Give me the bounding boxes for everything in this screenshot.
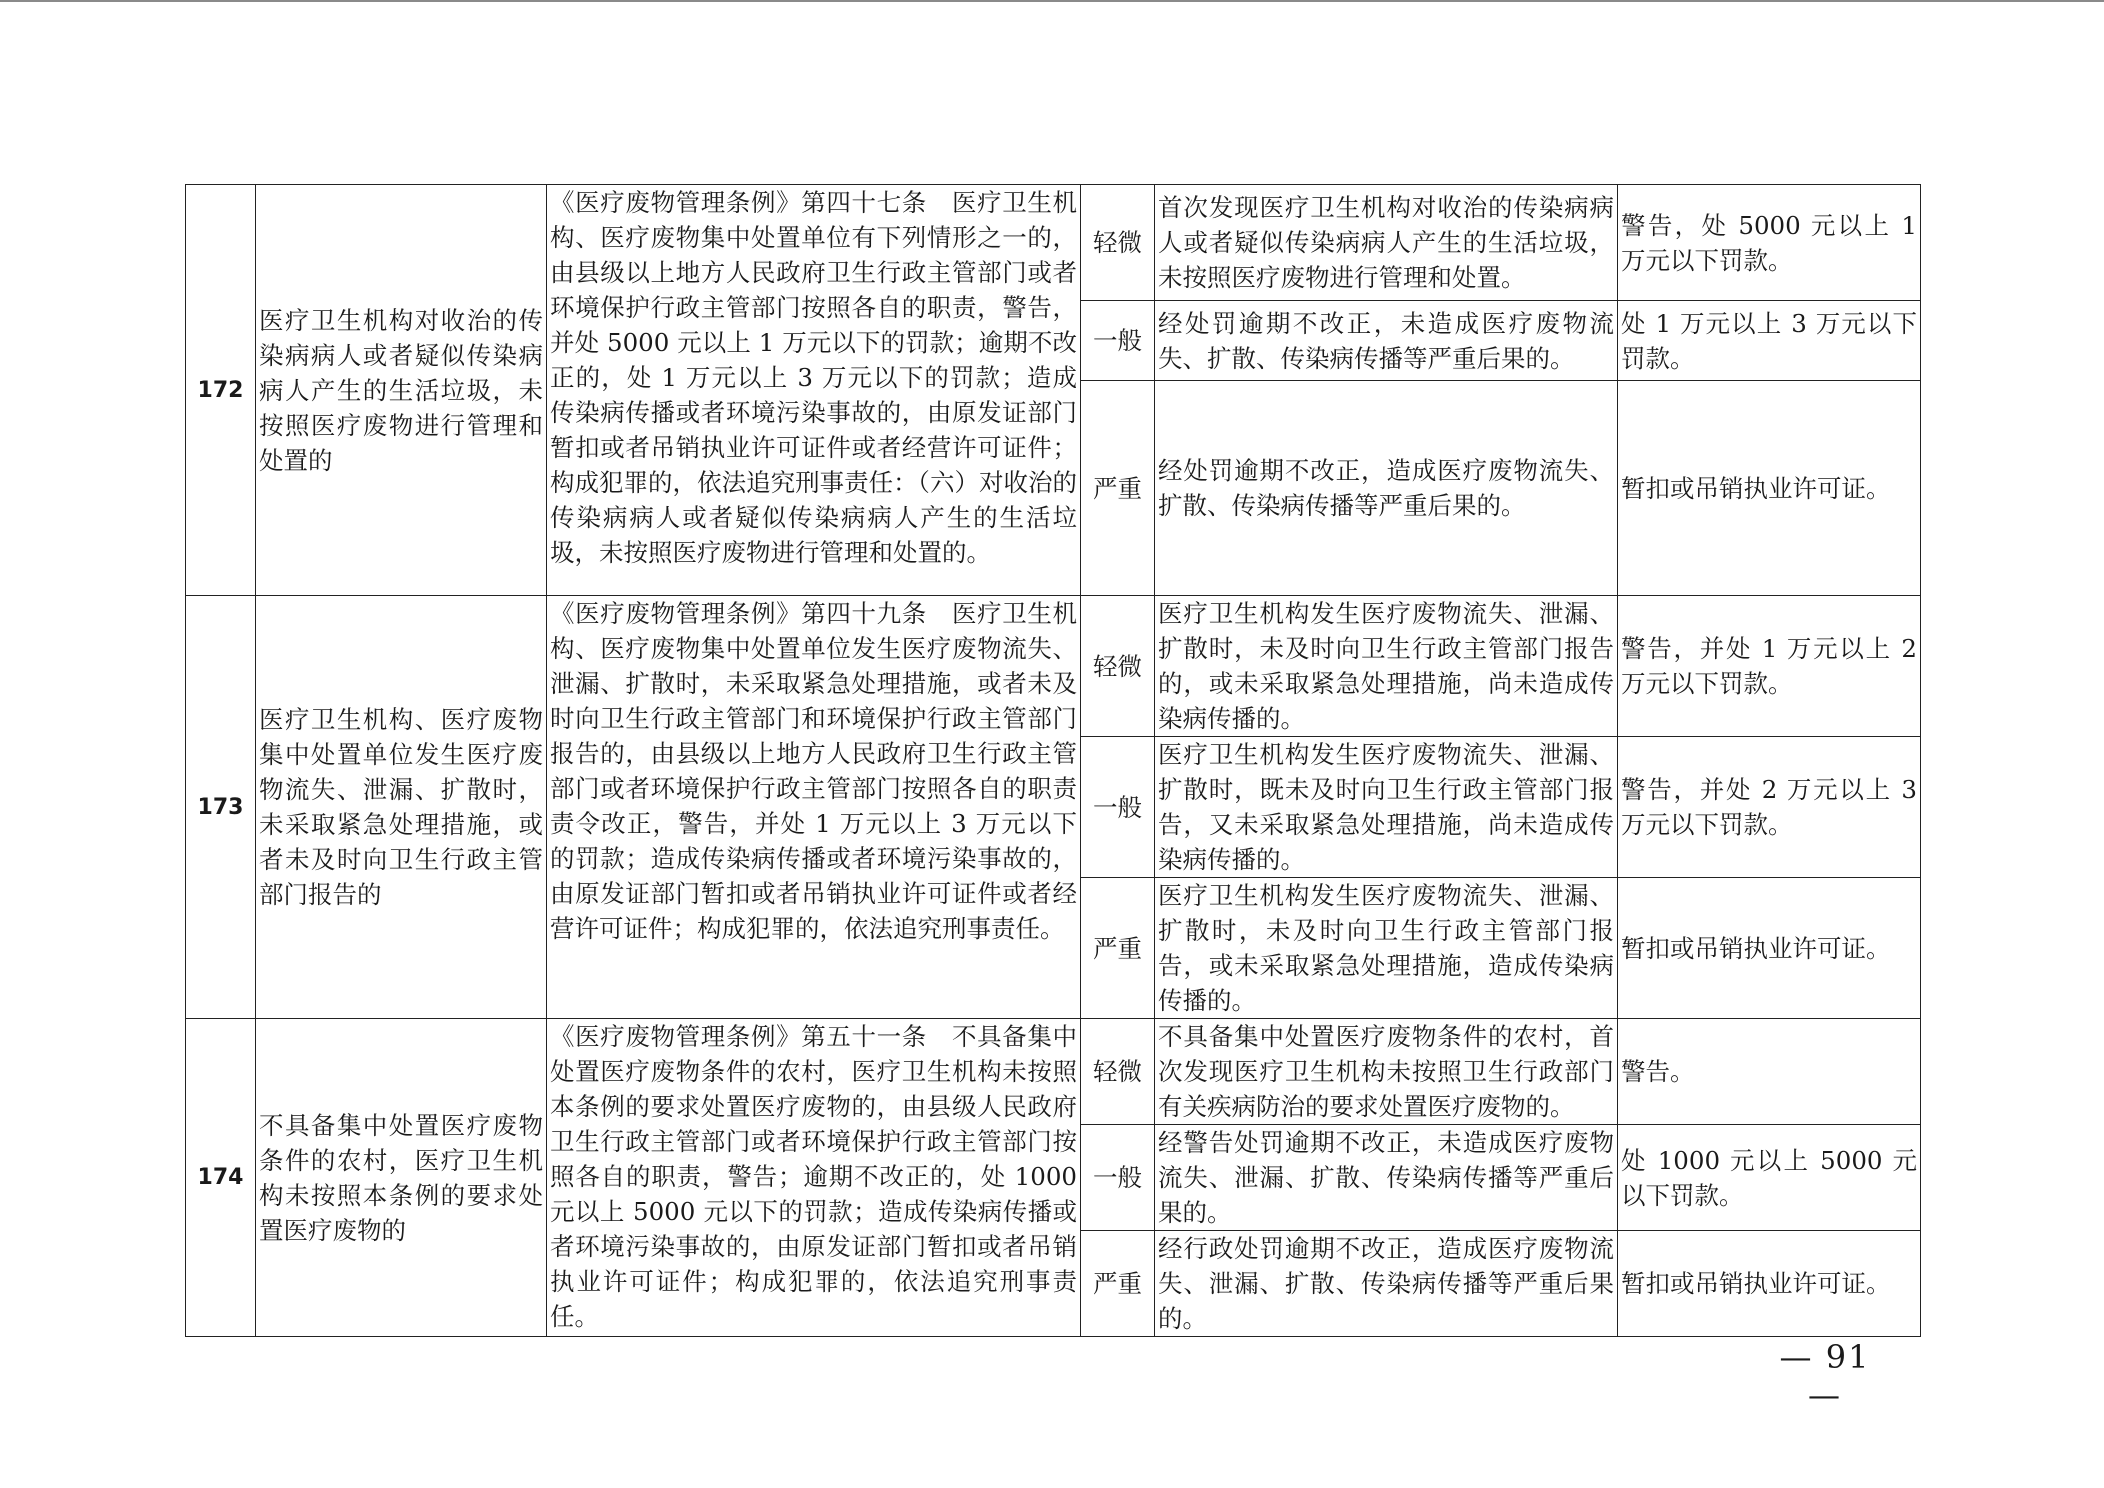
penalty-table — [185, 184, 1921, 1337]
circumstance-cell: 首次发现医疗卫生机构对收治的传染病病人或者疑似传染病病人产生的生活垃圾，未按照医疗废物进行管理和处置。 — [1155, 185, 1618, 301]
circumstance-cell: 医疗卫生机构发生医疗废物流失、泄漏、扩散时，既未及时向卫生行政主管部门报告，又未采取紧急处理措施，尚未造成传染病传播的。 — [1155, 737, 1618, 878]
page-number: — 91 — — [1779, 1338, 1871, 1414]
violation-cell: 医疗卫生机构、医疗废物集中处置单位发生医疗废物流失、泄漏、扩散时，未采取紧急处理措施，或者未及时向卫生行政主管部门报告的 — [256, 596, 547, 1019]
standard-cell: 暂扣或吊销执业许可证。 — [1618, 1231, 1921, 1337]
circumstance-cell: 经处罚逾期不改正，未造成医疗废物流失、扩散、传染病传播等严重后果的。 — [1155, 301, 1618, 381]
circumstance-cell: 经处罚逾期不改正，造成医疗废物流失、扩散、传染病传播等严重后果的。 — [1155, 381, 1618, 596]
level-cell: 轻微 — [1081, 1019, 1155, 1125]
level-cell: 严重 — [1081, 1231, 1155, 1337]
level-cell: 轻微 — [1081, 596, 1155, 737]
standard-cell: 警告。 — [1618, 1019, 1921, 1125]
level-cell: 一般 — [1081, 737, 1155, 878]
violation-cell: 不具备集中处置医疗废物条件的农村，医疗卫生机构未按照本条例的要求处置医疗废物的 — [256, 1019, 547, 1337]
standard-cell: 处 1000 元以上 5000 元以下罚款。 — [1618, 1125, 1921, 1231]
level-cell: 严重 — [1081, 878, 1155, 1019]
table-row — [186, 596, 1921, 737]
level-cell: 严重 — [1081, 381, 1155, 596]
circumstance-cell: 医疗卫生机构发生医疗废物流失、泄漏、扩散时，未及时向卫生行政主管部门报告的，或未采取紧急处理措施，尚未造成传染病传播的。 — [1155, 596, 1618, 737]
level-cell: 轻微 — [1081, 185, 1155, 301]
top-rule — [0, 0, 2104, 2]
standard-cell: 暂扣或吊销执业许可证。 — [1618, 381, 1921, 596]
standard-cell: 处 1 万元以上 3 万元以下罚款。 — [1618, 301, 1921, 381]
row-number: 173 — [186, 596, 256, 1019]
table-row — [186, 185, 1921, 301]
legal-basis-cell: 《医疗废物管理条例》第四十七条 医疗卫生机构、医疗废物集中处置单位有下列情形之一的，由县级以上地方人民政府卫生行政主管部门或者环境保护行政主管部门按照各自的职责，警告，并处 5000 元以上 1 万元以下的罚款；逾期不改正的，处 1 万元以上 3 万元以下的罚款；造成传染病传播或者环境污染事故的，由原发证部门暂扣或者吊销执业许可证件或者经营许可证件；构成犯罪的，依法追究刑事责任：（六）对收治的传染病病人或者疑似传染病病人产生的生活垃圾，未按照医疗废物进行管理和处置的。 — [547, 185, 1081, 596]
table-row — [186, 1019, 1921, 1125]
standard-cell: 暂扣或吊销执业许可证。 — [1618, 878, 1921, 1019]
violation-cell: 医疗卫生机构对收治的传染病病人或者疑似传染病病人产生的生活垃圾，未按照医疗废物进行管理和处置的 — [256, 185, 547, 596]
row-number: 174 — [186, 1019, 256, 1337]
level-cell: 一般 — [1081, 301, 1155, 381]
legal-basis-cell: 《医疗废物管理条例》第四十九条 医疗卫生机构、医疗废物集中处置单位发生医疗废物流失、泄漏、扩散时，未采取紧急处理措施，或者未及时向卫生行政主管部门和环境保护行政主管部门报告的，由县级以上地方人民政府卫生行政主管部门或者环境保护行政主管部门按照各自的职责责令改正，警告，并处 1 万元以上 3 万元以下的罚款；造成传染病传播或者环境污染事故的，由原发证部门暂扣或者吊销执业许可证件或者经营许可证件；构成犯罪的，依法追究刑事责任。 — [547, 596, 1081, 1019]
standard-cell: 警告，并处 2 万元以上 3 万元以下罚款。 — [1618, 737, 1921, 878]
level-cell: 一般 — [1081, 1125, 1155, 1231]
circumstance-cell: 医疗卫生机构发生医疗废物流失、泄漏、扩散时，未及时向卫生行政主管部门报告，或未采取紧急处理措施，造成传染病传播的。 — [1155, 878, 1618, 1019]
circumstance-cell: 不具备集中处置医疗废物条件的农村，首次发现医疗卫生机构未按照卫生行政部门有关疾病防治的要求处置医疗废物的。 — [1155, 1019, 1618, 1125]
circumstance-cell: 经警告处罚逾期不改正，未造成医疗废物流失、泄漏、扩散、传染病传播等严重后果的。 — [1155, 1125, 1618, 1231]
legal-basis-cell: 《医疗废物管理条例》第五十一条 不具备集中处置医疗废物条件的农村，医疗卫生机构未按照本条例的要求处置医疗废物的，由县级人民政府卫生行政主管部门或者环境保护行政主管部门按照各自的职责，警告；逾期不改正的，处 1000 元以上 5000 元以下的罚款；造成传染病传播或者环境污染事故的，由原发证部门暂扣或者吊销执业许可证件；构成犯罪的，依法追究刑事责任。 — [547, 1019, 1081, 1337]
row-number: 172 — [186, 185, 256, 596]
circumstance-cell: 经行政处罚逾期不改正，造成医疗废物流失、泄漏、扩散、传染病传播等严重后果的。 — [1155, 1231, 1618, 1337]
standard-cell: 警告，处 5000 元以上 1 万元以下罚款。 — [1618, 185, 1921, 301]
standard-cell: 警告，并处 1 万元以上 2 万元以下罚款。 — [1618, 596, 1921, 737]
